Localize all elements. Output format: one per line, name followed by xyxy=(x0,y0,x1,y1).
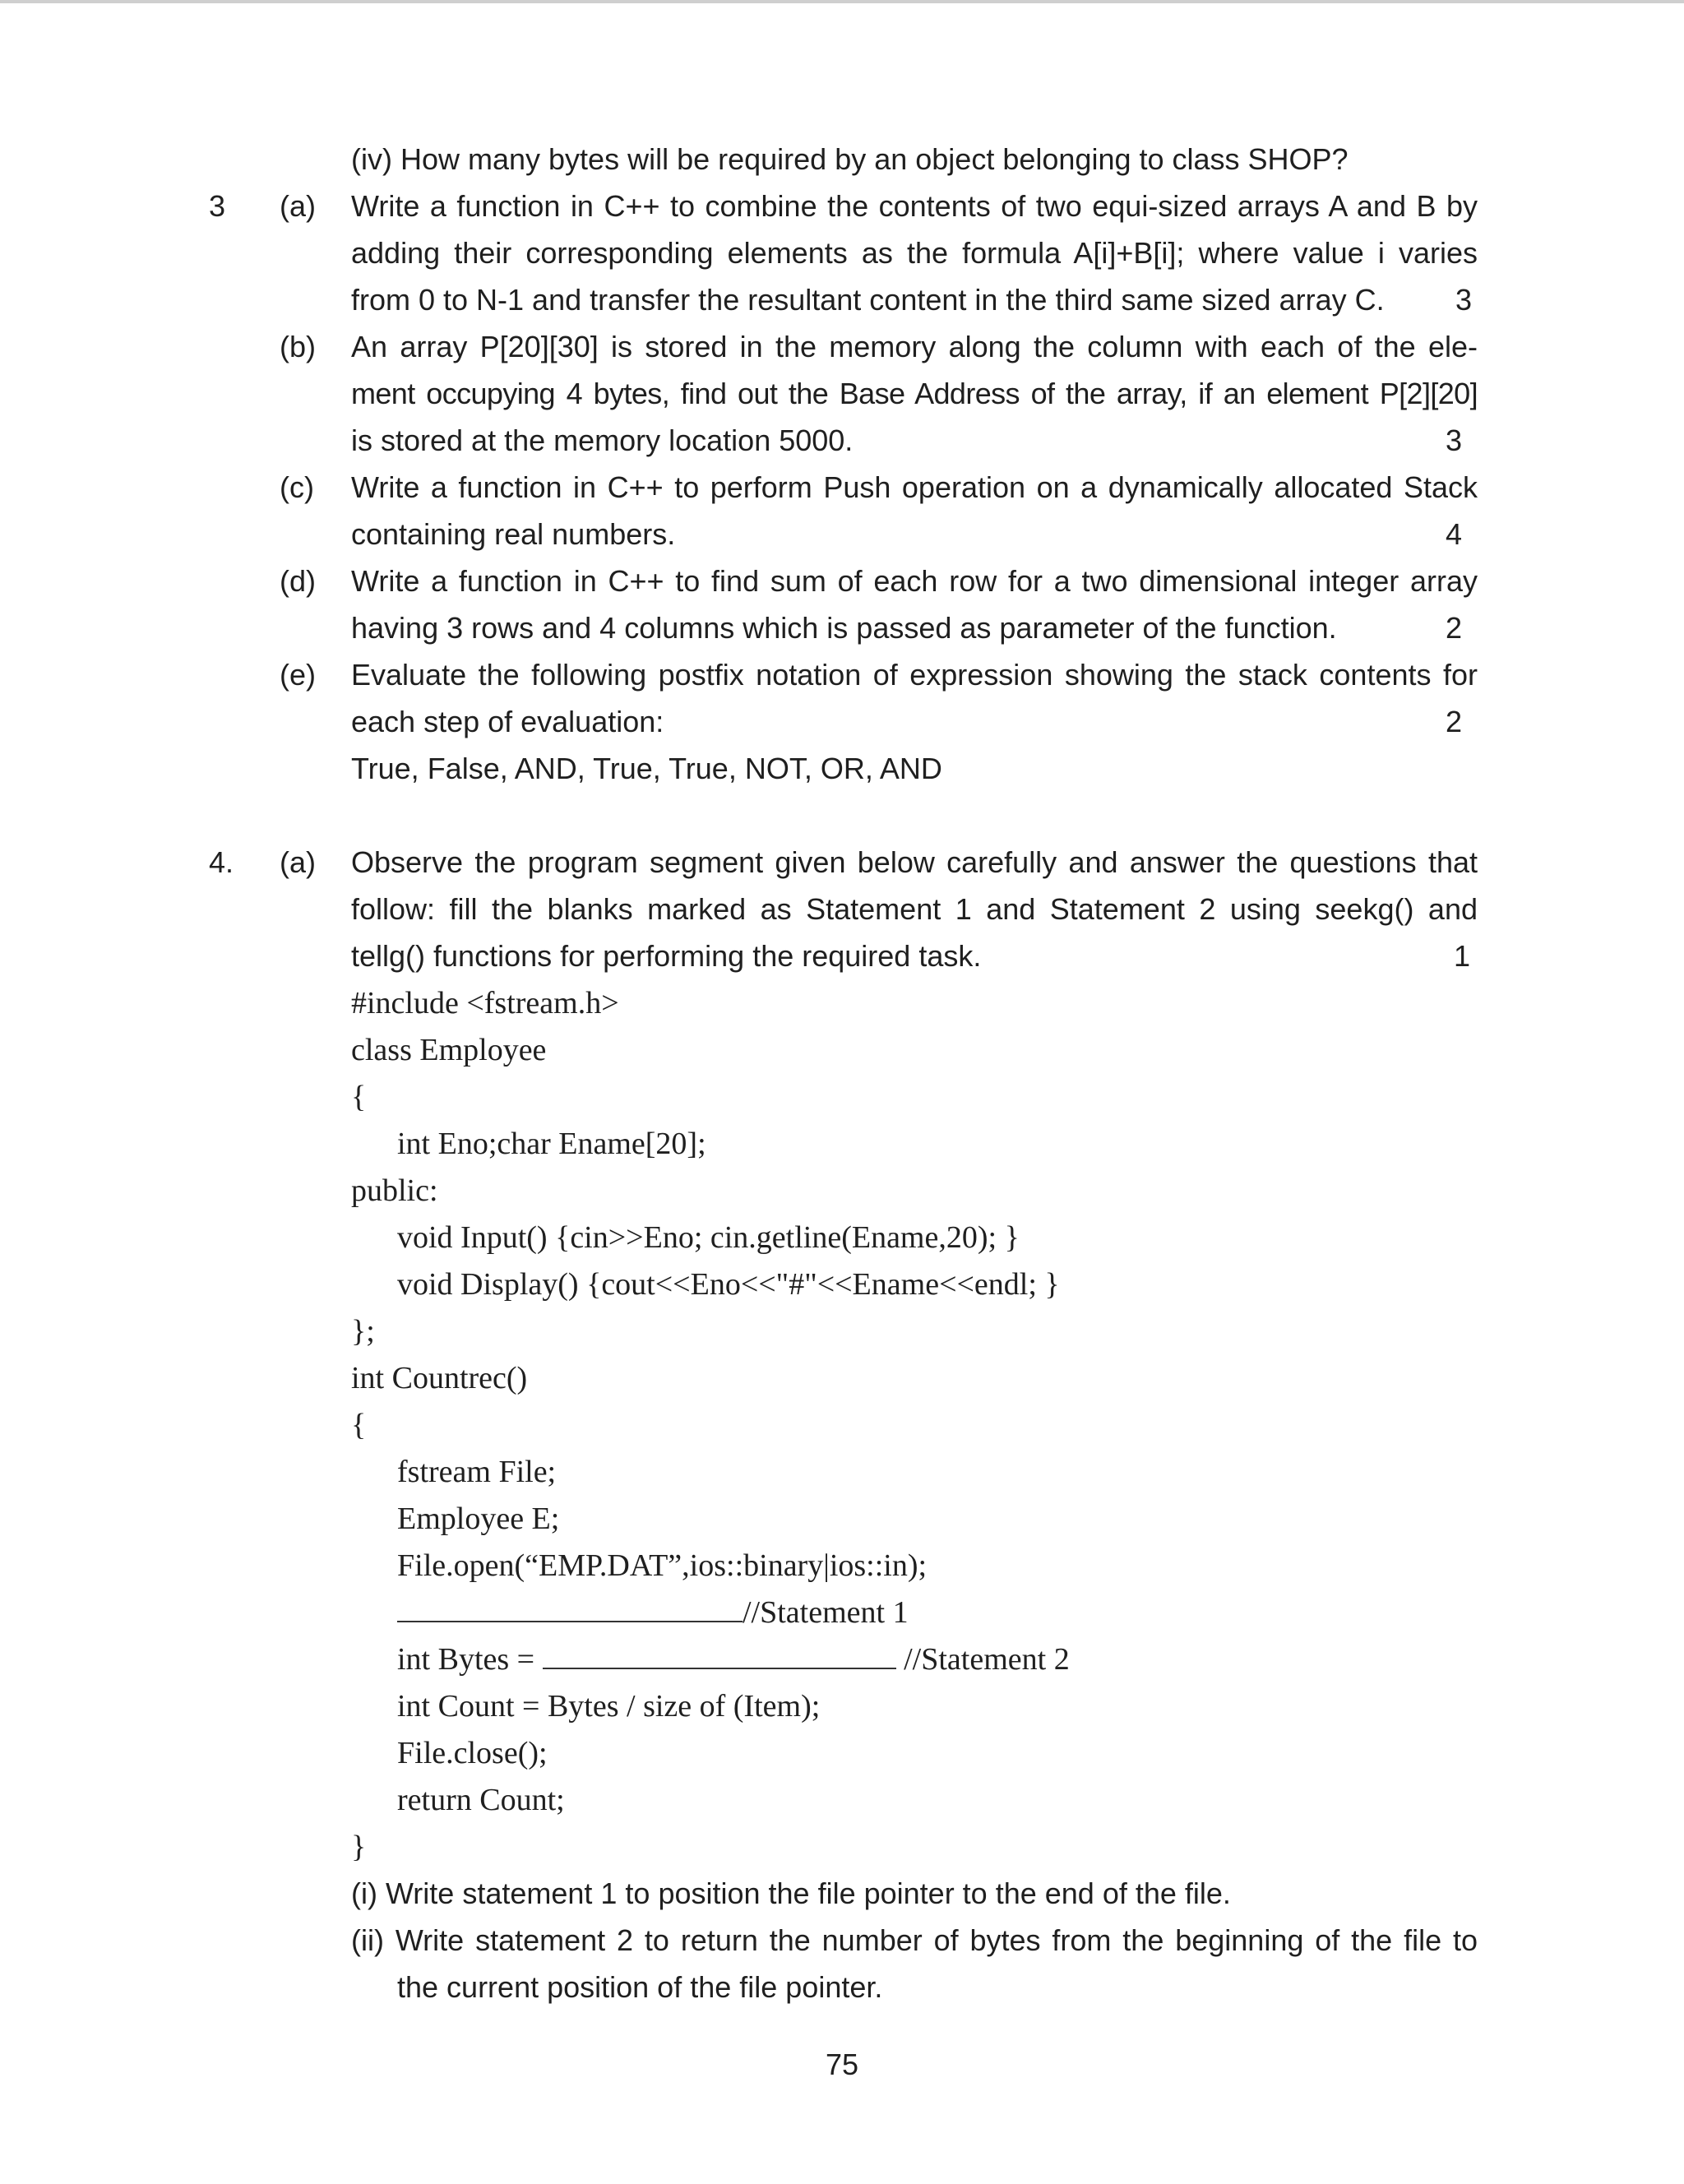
q3-a-label: (a) xyxy=(280,189,316,223)
q4-a-sub-i: (i) Write statement 1 to position the file pointer to the end of the file. xyxy=(351,1876,1231,1910)
q4-a-line-1: Observe the program segment given below carefully and answer the questions that xyxy=(351,845,1478,879)
code-line: } xyxy=(351,1830,367,1864)
code-line: { xyxy=(351,1080,367,1114)
q4-a-sub-ii-line-1: (ii) Write statement 2 to return the number of bytes from the beginning of the file to xyxy=(351,1923,1478,1957)
q3-b-marks: 3 xyxy=(1446,423,1463,457)
q3-a-line-3: from 0 to N-1 and transfer the resultant content in the third same sized array C. xyxy=(351,283,1385,317)
code-line: File.close(); xyxy=(397,1736,548,1770)
q3-b-line-3: is stored at the memory location 5000. xyxy=(351,423,854,457)
q4-a-marks: 1 xyxy=(1454,939,1471,973)
statement-2-comment: //Statement 2 xyxy=(904,1642,1070,1677)
q3-e-label: (e) xyxy=(280,658,316,692)
q2-part-iv: (iv) How many bytes will be required by an object belonging to class SHOP? xyxy=(351,142,1349,176)
code-line: void Display() {cout<<Eno<<"#"<<Ename<<endl; } xyxy=(397,1267,1060,1302)
question-3-number: 3 xyxy=(209,189,226,223)
q4-a-sub-ii-line-2: the current position of the file pointer. xyxy=(397,1970,883,2004)
q3-d-label: (d) xyxy=(280,564,316,598)
code-line: void Input() {cin>>Eno; cin.getline(Ename,20); } xyxy=(397,1220,1020,1255)
code-line: public: xyxy=(351,1173,438,1208)
q3-a-line-2: adding their corresponding elements as the formula A[i]+B[i]; where value i varies xyxy=(351,236,1478,270)
q3-c-line-2: containing real numbers. xyxy=(351,517,676,551)
q3-c-label: (c) xyxy=(280,470,314,504)
code-line: fstream File; xyxy=(397,1455,557,1489)
q3-a-line-1: Write a function in C++ to combine the contents of two equi-sized arrays A and B by xyxy=(351,189,1478,223)
page-number: 75 xyxy=(825,2048,859,2081)
q3-e-line-1: Evaluate the following postfix notation of expression showing the stack contents for xyxy=(351,658,1478,692)
code-line: { xyxy=(351,1408,367,1442)
code-line: #include <fstream.h> xyxy=(351,986,619,1020)
q3-c-marks: 4 xyxy=(1446,517,1463,551)
q4-a-line-3: tellg() functions for performing the required task. xyxy=(351,939,982,973)
q3-c-line-1: Write a function in C++ to perform Push operation on a dynamically allocated Stack xyxy=(351,470,1478,504)
q3-d-marks: 2 xyxy=(1446,611,1463,645)
code-line: return Count; xyxy=(397,1783,565,1817)
q3-a-marks: 3 xyxy=(1455,283,1473,317)
q3-e-line-3: True, False, AND, True, True, NOT, OR, AND xyxy=(351,752,942,785)
code-line: class Employee xyxy=(351,1033,547,1067)
q3-b-label: (b) xyxy=(280,330,316,363)
q3-b-line-1: An array P[20][30] is stored in the memory along the column with each of the ele- xyxy=(351,330,1478,363)
code-line: }; xyxy=(351,1314,375,1349)
q3-d-line-2: having 3 rows and 4 columns which is passed as parameter of the function. xyxy=(351,611,1337,645)
code-line: File.open(“EMP.DAT”,ios::binary|ios::in); xyxy=(397,1548,928,1583)
code-line-statement-1 xyxy=(397,1594,909,1631)
q3-e-marks: 2 xyxy=(1446,705,1463,738)
code-line: Employee E; xyxy=(397,1502,560,1536)
code-line: int Eno;char Ename[20]; xyxy=(397,1127,706,1161)
code-line-statement-2 xyxy=(397,1641,1070,1677)
q3-e-line-2: each step of evaluation: xyxy=(351,705,664,738)
q3-d-line-1: Write a function in C++ to find sum of each row for a two dimensional integer array xyxy=(351,564,1478,598)
statement-1-blank xyxy=(397,1617,743,1622)
top-border xyxy=(0,0,1684,3)
q4-a-line-2: follow: fill the blanks marked as Statement 1 and Statement 2 using seekg() and xyxy=(351,892,1478,926)
statement-1-comment: //Statement 1 xyxy=(743,1595,909,1630)
q3-b-line-2: ment occupying 4 bytes, find out the Base Address of the array, if an element P[2][20] xyxy=(351,377,1478,410)
statement-2-blank xyxy=(543,1664,896,1669)
statement-2-prefix: int Bytes = xyxy=(397,1642,535,1677)
code-line: int Count = Bytes / size of (Item); xyxy=(397,1689,821,1724)
question-4-number: 4. xyxy=(209,845,234,879)
code-line: int Countrec() xyxy=(351,1361,528,1395)
q4-a-label: (a) xyxy=(280,845,316,879)
